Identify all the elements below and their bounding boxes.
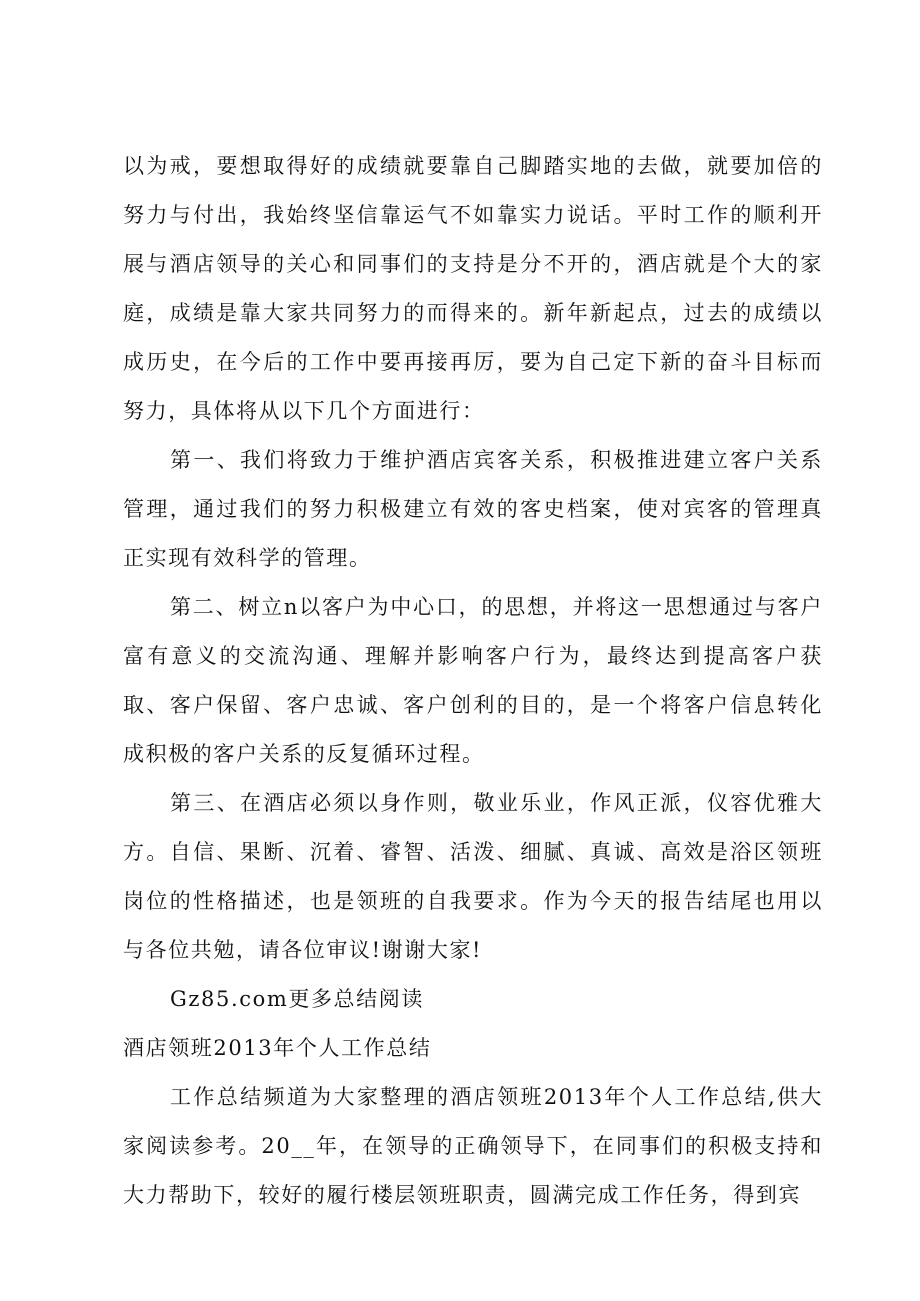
intro-paragraph: 工作总结频道为大家整理的酒店领班2013年个人工作总结,供大家阅读参考。20__年，在领导的正确领导下，在同事们的积极支持和大力帮助下，较好的履行楼层领班职责，圆满完成工作任务，得到宾	[123, 1085, 823, 1207]
paragraph-first-point: 第一、我们将致力于维护酒店宾客关系，积极推进建立客户关系管理，通过我们的努力积极建立有效的客史档案，使对宾客的管理真正实现有效科学的管理。	[123, 448, 823, 570]
paragraph-second-point: 第二、树立n以客户为中心口，的思想，并将这一思想通过与客户富有意义的交流沟通、理解并影响客户行为，最终达到提高客户获取、客户保留、客户忠诚、客户创利的目的，是一个将客户信息转化成积极的客户关系的反复循环过程。	[123, 595, 823, 766]
paragraph-third-point: 第三、在酒店必须以身作则，敬业乐业，作风正派，仪容优雅大方。自信、果断、沉着、睿智、活泼、细腻、真诚、高效是浴区领班岗位的性格描述，也是领班的自我要求。作为今天的报告结尾也用以与各位共勉，请各位审议!谢谢大家!	[123, 791, 823, 962]
more-summaries-link[interactable]: Gz85.com更多总结阅读	[170, 987, 424, 1011]
article-title: 酒店领班2013年个人工作总结	[123, 1036, 432, 1060]
continued-paragraph: 以为戒，要想取得好的成绩就要靠自己脚踏实地的去做，就要加倍的努力与付出，我始终坚信靠运气不如靠实力说话。平时工作的顺利开展与酒店领导的关心和同事们的支持是分不开的，酒店就是个大的家庭，成绩是靠大家共同努力的而得来的。新年新起点，过去的成绩以成历史，在今后的工作中要再接再厉，要为自己定下新的奋斗目标而努力，具体将从以下几个方面进行：	[123, 154, 823, 423]
document-body	[123, 142, 823, 1220]
